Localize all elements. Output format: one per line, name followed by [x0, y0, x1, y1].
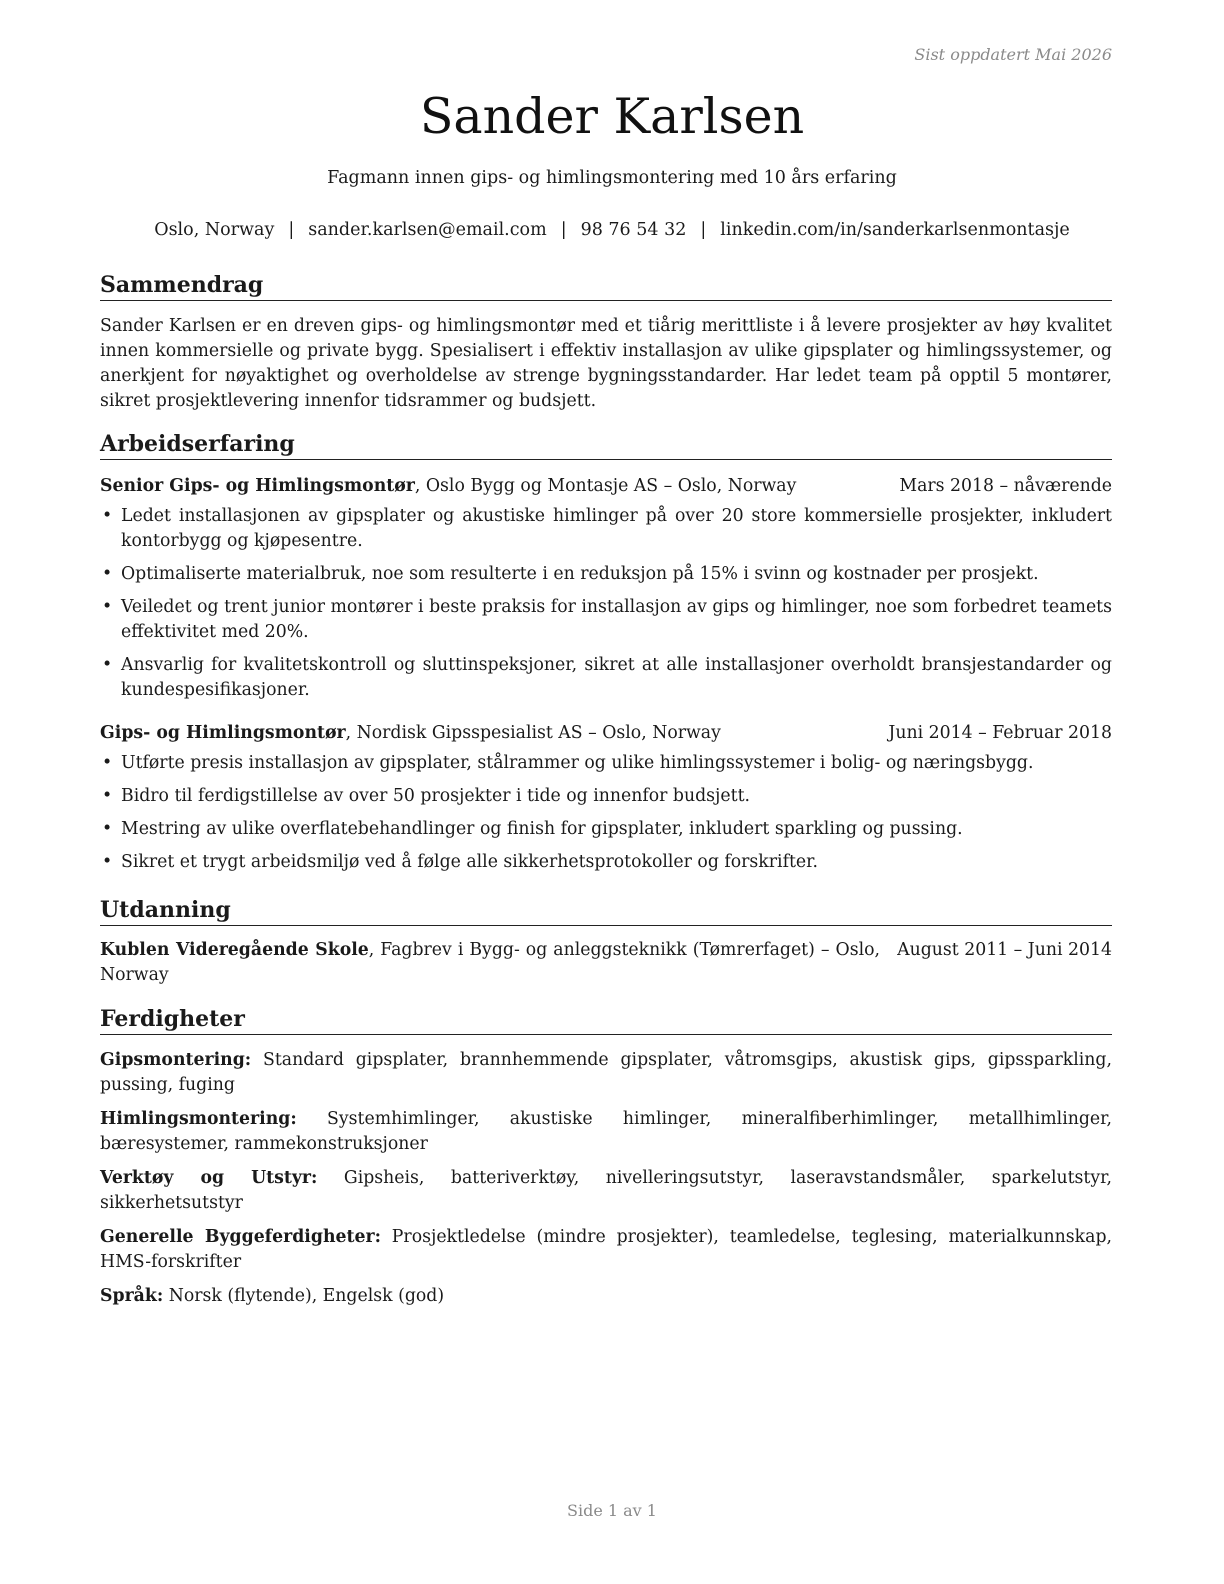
education-dates: August 2011 – Juni 2014: [897, 940, 1112, 960]
job-dates: Mars 2018 – nåværende: [899, 476, 1112, 496]
job-bullets: [100, 751, 1112, 875]
job-dates: Juni 2014 – Februar 2018: [888, 723, 1112, 743]
bullet-item: [100, 595, 1112, 645]
education-entry: [100, 938, 1112, 988]
skill-text: Gipsheis, batteriverktøy, nivelleringsutstyr, laseravstandsmåler, sparkelutstyr, sikkerhetsutstyr: [100, 1168, 1112, 1213]
contact-separator: |: [700, 220, 707, 240]
skill-text: Norsk (flytende), Engelsk (god): [163, 1286, 445, 1306]
bullet-item: [100, 850, 1112, 875]
bullet-item: [100, 817, 1112, 842]
skills-list: [100, 1048, 1112, 1309]
bullet-text: Ledet installasjonen av gipsplater og akustiske himlinger på over 20 store kommersielle prosjekter, inkludert kontorbygg og kjøpesentre.: [121, 506, 1112, 551]
skill-label: Gipsmontering:: [100, 1050, 252, 1070]
job-company: , Oslo Bygg og Montasje AS – Oslo, Norway: [414, 476, 797, 496]
bullet-icon: •: [102, 753, 113, 773]
section-title-skills: Ferdigheter: [100, 1005, 1112, 1035]
skill-label: Verktøy og Utstyr:: [100, 1168, 318, 1188]
skills-section: [100, 1005, 1112, 1318]
contact-phone: 98 76 54 32: [580, 220, 687, 240]
contact-email[interactable]: sander.karlsen@email.com: [308, 220, 547, 240]
contact-separator: |: [560, 220, 567, 240]
skill-item: [100, 1225, 1112, 1275]
bullet-icon: •: [102, 506, 113, 526]
skill-item: [100, 1048, 1112, 1098]
bullet-text: Bidro til ferdigstillelse av over 50 prosjekter i tide og innenfor budsjett.: [121, 786, 751, 806]
summary-section: [100, 271, 1112, 414]
education-school: Kublen Videregående Skole: [100, 940, 369, 960]
education-details: , Fagbrev i Bygg- og anleggsteknikk (Tømrerfaget) – Oslo, Norway: [100, 940, 880, 985]
section-title-summary: Sammendrag: [100, 271, 1112, 301]
bullet-icon: •: [102, 655, 113, 675]
bullet-text: Mestring av ulike overflatebehandlinger og finish for gipsplater, inkludert sparkling og pussing.: [121, 819, 963, 839]
job-header: [100, 721, 1112, 746]
bullet-text: Sikret et trygt arbeidsmiljø ved å følge alle sikkerhetsprotokoller og forskrifter.: [121, 852, 818, 872]
skill-label: Himlingsmontering:: [100, 1109, 297, 1129]
bullet-item: [100, 751, 1112, 776]
skill-item: [100, 1284, 1112, 1309]
bullet-icon: •: [102, 564, 113, 584]
skill-text: Systemhimlinger, akustiske himlinger, mineralfiberhimlinger, metallhimlinger, bæresystemer, rammekonstruksjoner: [100, 1109, 1112, 1154]
candidate-name: Sander Karlsen: [419, 88, 805, 145]
skill-item: [100, 1166, 1112, 1216]
page-number: Side 1 av 1: [567, 1501, 657, 1520]
job-entry: [100, 721, 1112, 875]
education-section: [100, 896, 1112, 988]
bullet-text: Utførte presis installasjon av gipsplater, stålrammer og ulike himlingssystemer i bolig- og næringsbygg.: [121, 753, 1034, 773]
bullet-icon: •: [102, 786, 113, 806]
experience-section: [100, 430, 1112, 883]
job-role: Gips- og Himlingsmontør: [100, 723, 346, 743]
skill-text: Prosjektledelse (mindre prosjekter), teamledelse, teglesing, materialkunnskap, HMS-forskrifter: [100, 1227, 1112, 1272]
tagline: Fagmann innen gips- og himlingsmontering med 10 års erfaring: [327, 168, 897, 188]
bullet-icon: •: [102, 597, 113, 617]
skill-item: [100, 1107, 1112, 1157]
contact-line: [0, 220, 1224, 240]
bullet-text: Veiledet og trent junior montører i beste praksis for installasjon av gips og himlinger, noe som forbedret teamets effektivitet med 20%.: [121, 597, 1112, 642]
job-header: [100, 474, 1112, 499]
skill-text: Standard gipsplater, brannhemmende gipsplater, våtromsgips, akustisk gips, gipssparkling, pussing, fuging: [100, 1050, 1112, 1095]
bullet-icon: •: [102, 819, 113, 839]
section-title-education: Utdanning: [100, 896, 1112, 926]
bullet-item: [100, 504, 1112, 554]
contact-separator: |: [288, 220, 295, 240]
bullet-item: [100, 784, 1112, 809]
section-title-experience: Arbeidserfaring: [100, 430, 1112, 460]
skill-label: Generelle Byggeferdigheter:: [100, 1227, 381, 1247]
skill-label: Språk:: [100, 1286, 164, 1306]
contact-location: Oslo, Norway: [154, 220, 275, 240]
job-role: Senior Gips- og Himlingsmontør: [100, 476, 415, 496]
contact-linkedin[interactable]: linkedin.com/in/sanderkarlsenmontasje: [720, 220, 1070, 240]
bullet-text: Ansvarlig for kvalitetskontroll og sluttinspeksjoner, sikret at alle installasjoner overholdt bransjestandarder og kundespesifikasjoner.: [121, 655, 1112, 700]
bullet-text: Optimaliserte materialbruk, noe som resulterte i en reduksjon på 15% i svinn og kostnader per prosjekt.: [121, 564, 1039, 584]
bullet-item: [100, 562, 1112, 587]
job-bullets: [100, 504, 1112, 703]
last-updated-note: Sist oppdatert Mai 2026: [914, 45, 1112, 64]
bullet-item: [100, 653, 1112, 703]
job-entry: [100, 474, 1112, 703]
summary-text: Sander Karlsen er en dreven gips- og himlingsmontør med et tiårig merittliste i å levere prosjekter av høy kvalitet innen kommersielle og private bygg. Spesialisert i effektiv installasjon av ulike gipsplater og himlingssystemer, og anerkjent for nøyaktighet og overholdelse av strenge bygningsstandarder. Har ledet team på opptil 5 montører, sikret prosjektlevering innenfor tidsrammer og budsjett.: [100, 316, 1112, 411]
job-company: , Nordisk Gipsspesialist AS – Oslo, Norway: [345, 723, 721, 743]
bullet-icon: •: [102, 852, 113, 872]
